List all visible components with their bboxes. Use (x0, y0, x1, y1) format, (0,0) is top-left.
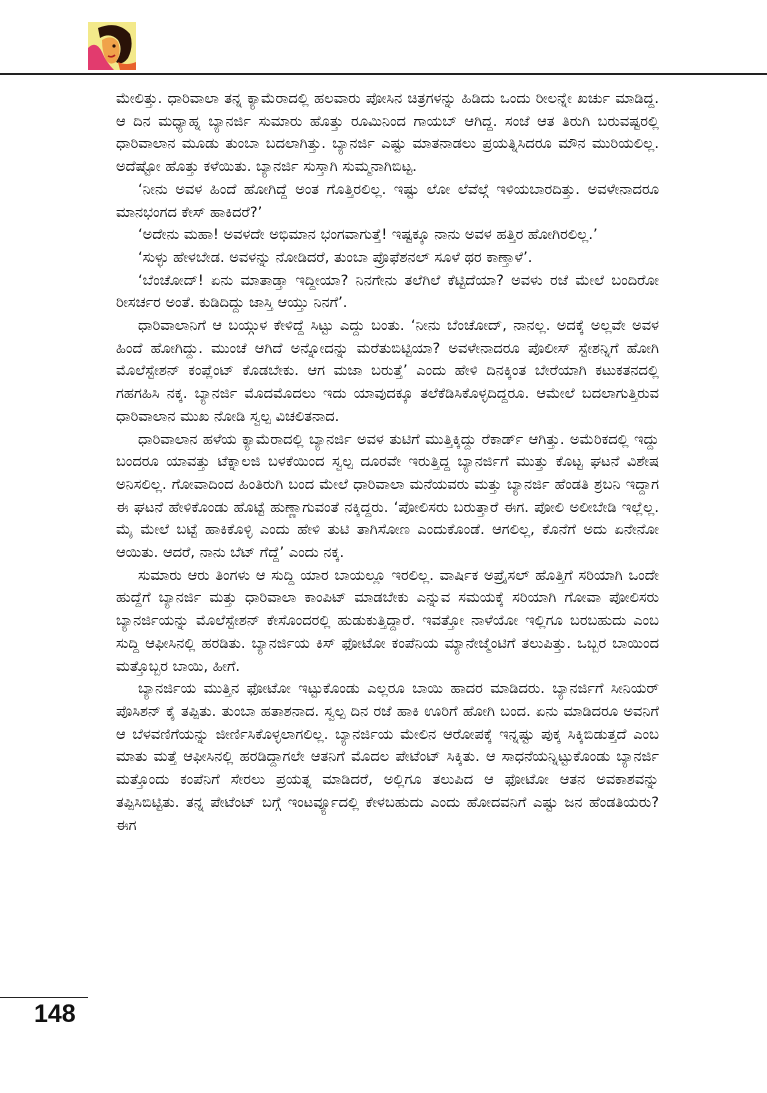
page-number: 148 (34, 1000, 76, 1028)
paragraph: ‘ಅದೇನು ಮಹಾ! ಅವಳದೇ ಅಭಿಮಾನ ಭಂಗವಾಗುತ್ತೆ! ಇಷ್ಟಕ್ಕೂ ನಾನು ಅವಳ ಹತ್ತಿರ ಹೋಗಿರಲಿಲ್ಲ.’ (138, 226, 598, 244)
paragraph: ಮೇಲಿತ್ತು. ಧಾರಿವಾಲಾ ತನ್ನ ಕ್ಯಾಮೆರಾದಲ್ಲಿ ಹಲವಾರು ಪೋಸಿನ ಚಿತ್ರಗಳನ್ನು ಹಿಡಿದು ಒಂದು ರೀಲನ್ನೇ ಖರ್ಚು ಮಾಡಿದ್ದ. ಆ ದಿನ ಮಧ್ಯಾಹ್ನ ಬ್ಯಾನರ್ಜಿ ಸುಮಾರು ಹೊತ್ತು ರೂಮಿನಿಂದ ಗಾಯಬ್ ಆಗಿದ್ದ. ಸಂಜೆ ಆತ ತಿರುಗಿ ಬರುವಷ್ಟರಲ್ಲಿ ಧಾರಿವಾಲಾನ ಮೂಡು ತುಂಬಾ ಬದಲಾಗಿತ್ತು. ಬ್ಯಾನರ್ಜಿ ಎಷ್ಟು ಮಾತನಾಡಲು ಪ್ರಯತ್ನಿಸಿದರೂ ಮೌನ ಮುರಿಯಲಿಲ್ಲ. ಅದೆಷ್ಟೋ ಹೊತ್ತು ಕಳೆಯಿತು. ಬ್ಯಾನರ್ಜಿ ಸುಸ್ತಾಗಿ ಸುಮ್ಮನಾಗಿಬಿಟ್ಟ. (116, 90, 659, 176)
paragraph: ಸುಮಾರು ಆರು ತಿಂಗಳು ಆ ಸುದ್ದಿ ಯಾರ ಬಾಯಲ್ಲೂ ಇರಲಿಲ್ಲ. ವಾರ್ಷಿಕ ಅಪ್ರೈಸಲ್ ಹೊತ್ತಿಗೆ ಸರಿಯಾಗಿ ಒಂದೇ ಹುದ್ದೆಗೆ ಬ್ಯಾನರ್ಜಿ ಮತ್ತು ಧಾರಿವಾಲಾ ಕಾಂಪಿಟ್ ಮಾಡಬೇಕು ಎನ್ನುವ ಸಮಯಕ್ಕೆ ಸರಿಯಾಗಿ ಗೋವಾ ಪೋಲಿಸರು ಬ್ಯಾನರ್ಜಿಯನ್ನು ಮೊಲೆಸ್ಟೇಶನ್ ಕೇಸೊಂದರಲ್ಲಿ ಹುಡುಕುತ್ತಿದ್ದಾರೆ. ಇವತ್ತೋ ನಾಳೆಯೋ ಇಲ್ಲಿಗೂ ಬರಬಹುದು ಎಂಬ ಸುದ್ದಿ ಆಫೀಸಿನಲ್ಲಿ ಹರಡಿತು. ಬ್ಯಾನರ್ಜಿಯ ಕಿಸ್ ಫೋಟೋ ಕಂಪೆನಿಯ ಮ್ಯಾನೇಜ್ಮೆಂಟಿಗೆ ತಲುಪಿತ್ತು. ಒಬ್ಬರ ಬಾಯಿಂದ ಮತ್ತೊಬ್ಬರ ಬಾಯಿ, ಹೀಗೆ. (116, 566, 659, 675)
paragraph: ‘ಸುಳ್ಳು ಹೇಳಬೇಡ. ಅವಳನ್ನು ನೋಡಿದರೆ, ತುಂಬಾ ಪ್ರೊಫೆಶನಲ್ ಸೂಳೆ ಥರ ಕಾಣ್ತಾಳೆ’. (138, 248, 533, 266)
paragraph: ‘ಬೆಂಚೋದ್! ಏನು ಮಾತಾಡ್ತಾ ಇದ್ದೀಯಾ? ನಿನಗೇನು ತಲೆಗಿಲೆ ಕೆಟ್ಟಿದೆಯಾ? ಅವಳು ರಜೆ ಮೇಲೆ ಬಂದಿರೋ ರೀಸರ್ಚರ ಅಂತೆ. ಕುಡಿದಿದ್ದು ಜಾಸ್ತಿ ಆಯ್ತು ನಿನಗೆ’. (116, 271, 659, 312)
paragraph: ಧಾರಿವಾಲಾನಿಗೆ ಆ ಬಯ್ಗುಳ ಕೇಳಿದ್ದೆ ಸಿಟ್ಟು ಎದ್ದು ಬಂತು. ‘ನೀನು ಬೆಂಚೋದ್, ನಾನಲ್ಲ. ಅದಕ್ಕೆ ಅಲ್ಲವೇ ಅವಳ ಹಿಂದೆ ಹೋಗಿದ್ದು. ಮುಂಚೆ ಆಗಿದೆ ಅನ್ನೋದನ್ನು ಮರೆತುಬಿಟ್ಟಿಯಾ? ಅವಳೇನಾದರೂ ಪೊಲೀಸ್ ಸ್ಟೇಶನ್ನಿಗೆ ಹೋಗಿ ಮೊಲೆಸ್ಟೇಶನ್ ಕಂಪ್ಲೆಂಟ್ ಕೊಡಬೇಕು. ಆಗ ಮಜಾ ಬರುತ್ತೆ’ ಎಂದು ಹೇಳಿ ದಿನಕ್ಕಿಂತ ಬೇರೆಯಾಗಿ ಕಟುಕತನದಲ್ಲಿ ಗಹಗಹಿಸಿ ನಕ್ಕ. ಬ್ಯಾನರ್ಜಿ ಮೊದಮೊದಲು ಇದು ಯಾವುದಕ್ಕೂ ತಲೆಕೆಡಿಸಿಕೊಳ್ಳದಿದ್ದರೂ. ಆಮೇಲೆ ಬದಲಾಗುತ್ತಿರುವ ಧಾರಿವಾಲಾನ ಮುಖ ನೋಡಿ ಸ್ವಲ್ಪ ವಿಚಲಿತನಾದ. (116, 317, 659, 425)
footer-rule (0, 997, 88, 998)
article-body (116, 88, 659, 837)
header-rule (0, 73, 767, 75)
paragraph: ಧಾರಿವಾಲಾನ ಹಳೆಯ ಕ್ಯಾಮೆರಾದಲ್ಲಿ ಬ್ಯಾನರ್ಜಿ ಅವಳ ತುಟಿಗೆ ಮುತ್ತಿಕ್ಕಿದ್ದು ರೆಕಾರ್ಡ್ ಆಗಿತ್ತು. ಅಮೆರಿಕದಲ್ಲಿ ಇದ್ದು ಬಂದರೂ ಯಾವತ್ತು ಟೆಕ್ನಾಲಜಿ ಬಳಕೆಯಿಂದ ಸ್ವಲ್ಪ ದೂರವೇ ಇರುತ್ತಿದ್ದ ಬ್ಯಾನರ್ಜಿಗೆ ಮುತ್ತು ಕೊಟ್ಟ ಘಟನೆ ವಿಶೇಷ ಅನಿಸಲಿಲ್ಲ. ಗೋವಾದಿಂದ ಹಿಂತಿರುಗಿ ಬಂದ ಮೇಲೆ ಧಾರಿವಾಲಾ ಮನೆಯವರು ಮತ್ತು ಬ್ಯಾನರ್ಜಿ ಹೆಂಡತಿ ಶ್ರಬನಿ ಇದ್ದಾಗ ಈ ಘಟನೆ ಹೇಳಿಕೊಂಡು ಹೊಟ್ಟೆ ಹುಣ್ಣಾಗುವಂತೆ ನಕ್ಕಿದ್ದರು. ‘ಪೋಲಿಸರು ಬರುತ್ತಾರೆ ಈಗ. ಪೋಲಿ ಅಲೀಬೇಡಿ ಇಲ್ಲೆಲ್ಲ. ಮೈ ಮೇಲೆ ಬಟ್ಟೆ ಹಾಕಿಕೊಳ್ಳಿ ಎಂದು ಹೇಳಿ ತುಟಿ ತಾಗಿಸೋಣ ಎಂದುಕೊಂಡೆ. ಆಗಲಿಲ್ಲ, ಕೊನೆಗೆ ಅದು ಏನೇನೋ ಆಯಿತು. ಆದರೆ, ನಾನು ಬೆಟ್ ಗೆದ್ದೆ’ ಎಂದು ನಕ್ಕ. (116, 430, 659, 562)
paragraph: ‘ನೀನು ಅವಳ ಹಿಂದೆ ಹೋಗಿದ್ದೆ ಅಂತ ಗೊತ್ತಿರಲಿಲ್ಲ. ಇಷ್ಟು ಲೋ ಲೆವೆಲ್ಗೆ ಇಳಿಯಬಾರದಿತ್ತು. ಅವಳೇನಾದರೂ ಮಾನಭಂಗದ ಕೇಸ್ ಹಾಕಿದರೆ?’ (116, 180, 659, 221)
magazine-logo (88, 22, 136, 70)
paragraph: ಬ್ಯಾನರ್ಜಿಯ ಮುತ್ತಿನ ಫೋಟೋ ಇಟ್ಟುಕೊಂಡು ಎಲ್ಲರೂ ಬಾಯಿ ಹಾದರ ಮಾಡಿದರು. ಬ್ಯಾನರ್ಜಿಗೆ ಸೀನಿಯರ್ ಪೊಸಿಶನ್ ಕೈ ತಪ್ಪಿತು. ತುಂಬಾ ಹತಾಶನಾದ. ಸ್ವಲ್ಪ ದಿನ ರಜೆ ಹಾಕಿ ಊರಿಗೆ ಹೋಗಿ ಬಂದ. ಏನು ಮಾಡಿದರೂ ಅವನಿಗೆ ಆ ಬೆಳವಣಿಗೆಯನ್ನು ಜೀರ್ಣಿಸಿಕೊಳ್ಳಲಾಗಲಿಲ್ಲ. ಬ್ಯಾನರ್ಜಿಯ ಮೇಲಿನ ಆರೋಪಕ್ಕೆ ಇನ್ನಷ್ಟು ಪುಕ್ಕ ಸಿಕ್ಕಿಬಿಡುತ್ತದೆ ಎಂಬ ಮಾತು ಮತ್ತೆ ಆಫೀಸಿನಲ್ಲಿ ಹರಡಿದ್ದಾಗಲೇ ಆತನಿಗೆ ಮೊದಲ ಪೇಟೆಂಟ್ ಸಿಕ್ಕಿತು. ಆ ಸಾಧನೆಯನ್ನಿಟ್ಟುಕೊಂಡು ಬ್ಯಾನರ್ಜಿ ಮತ್ತೊಂದು ಕಂಪೆನಿಗೆ ಸೇರಲು ಪ್ರಯತ್ನ ಮಾಡಿದರೆ, ಅಲ್ಲಿಗೂ ತಲುಪಿದ ಆ ಫೋಟೋ ಆತನ ಅವಕಾಶವನ್ನು ತಪ್ಪಿಸಿಬಿಟ್ಟಿತು. ತನ್ನ ಪೇಟೆಂಟ್ ಬಗ್ಗೆ ಇಂಟರ್ವ್ಯೂದಲ್ಲಿ ಕೇಳಬಹುದು ಎಂದು ಹೋದವನಿಗೆ ಎಷ್ಟು ಜನ ಹೆಂಡತಿಯರು? ಈಗ (116, 680, 660, 834)
